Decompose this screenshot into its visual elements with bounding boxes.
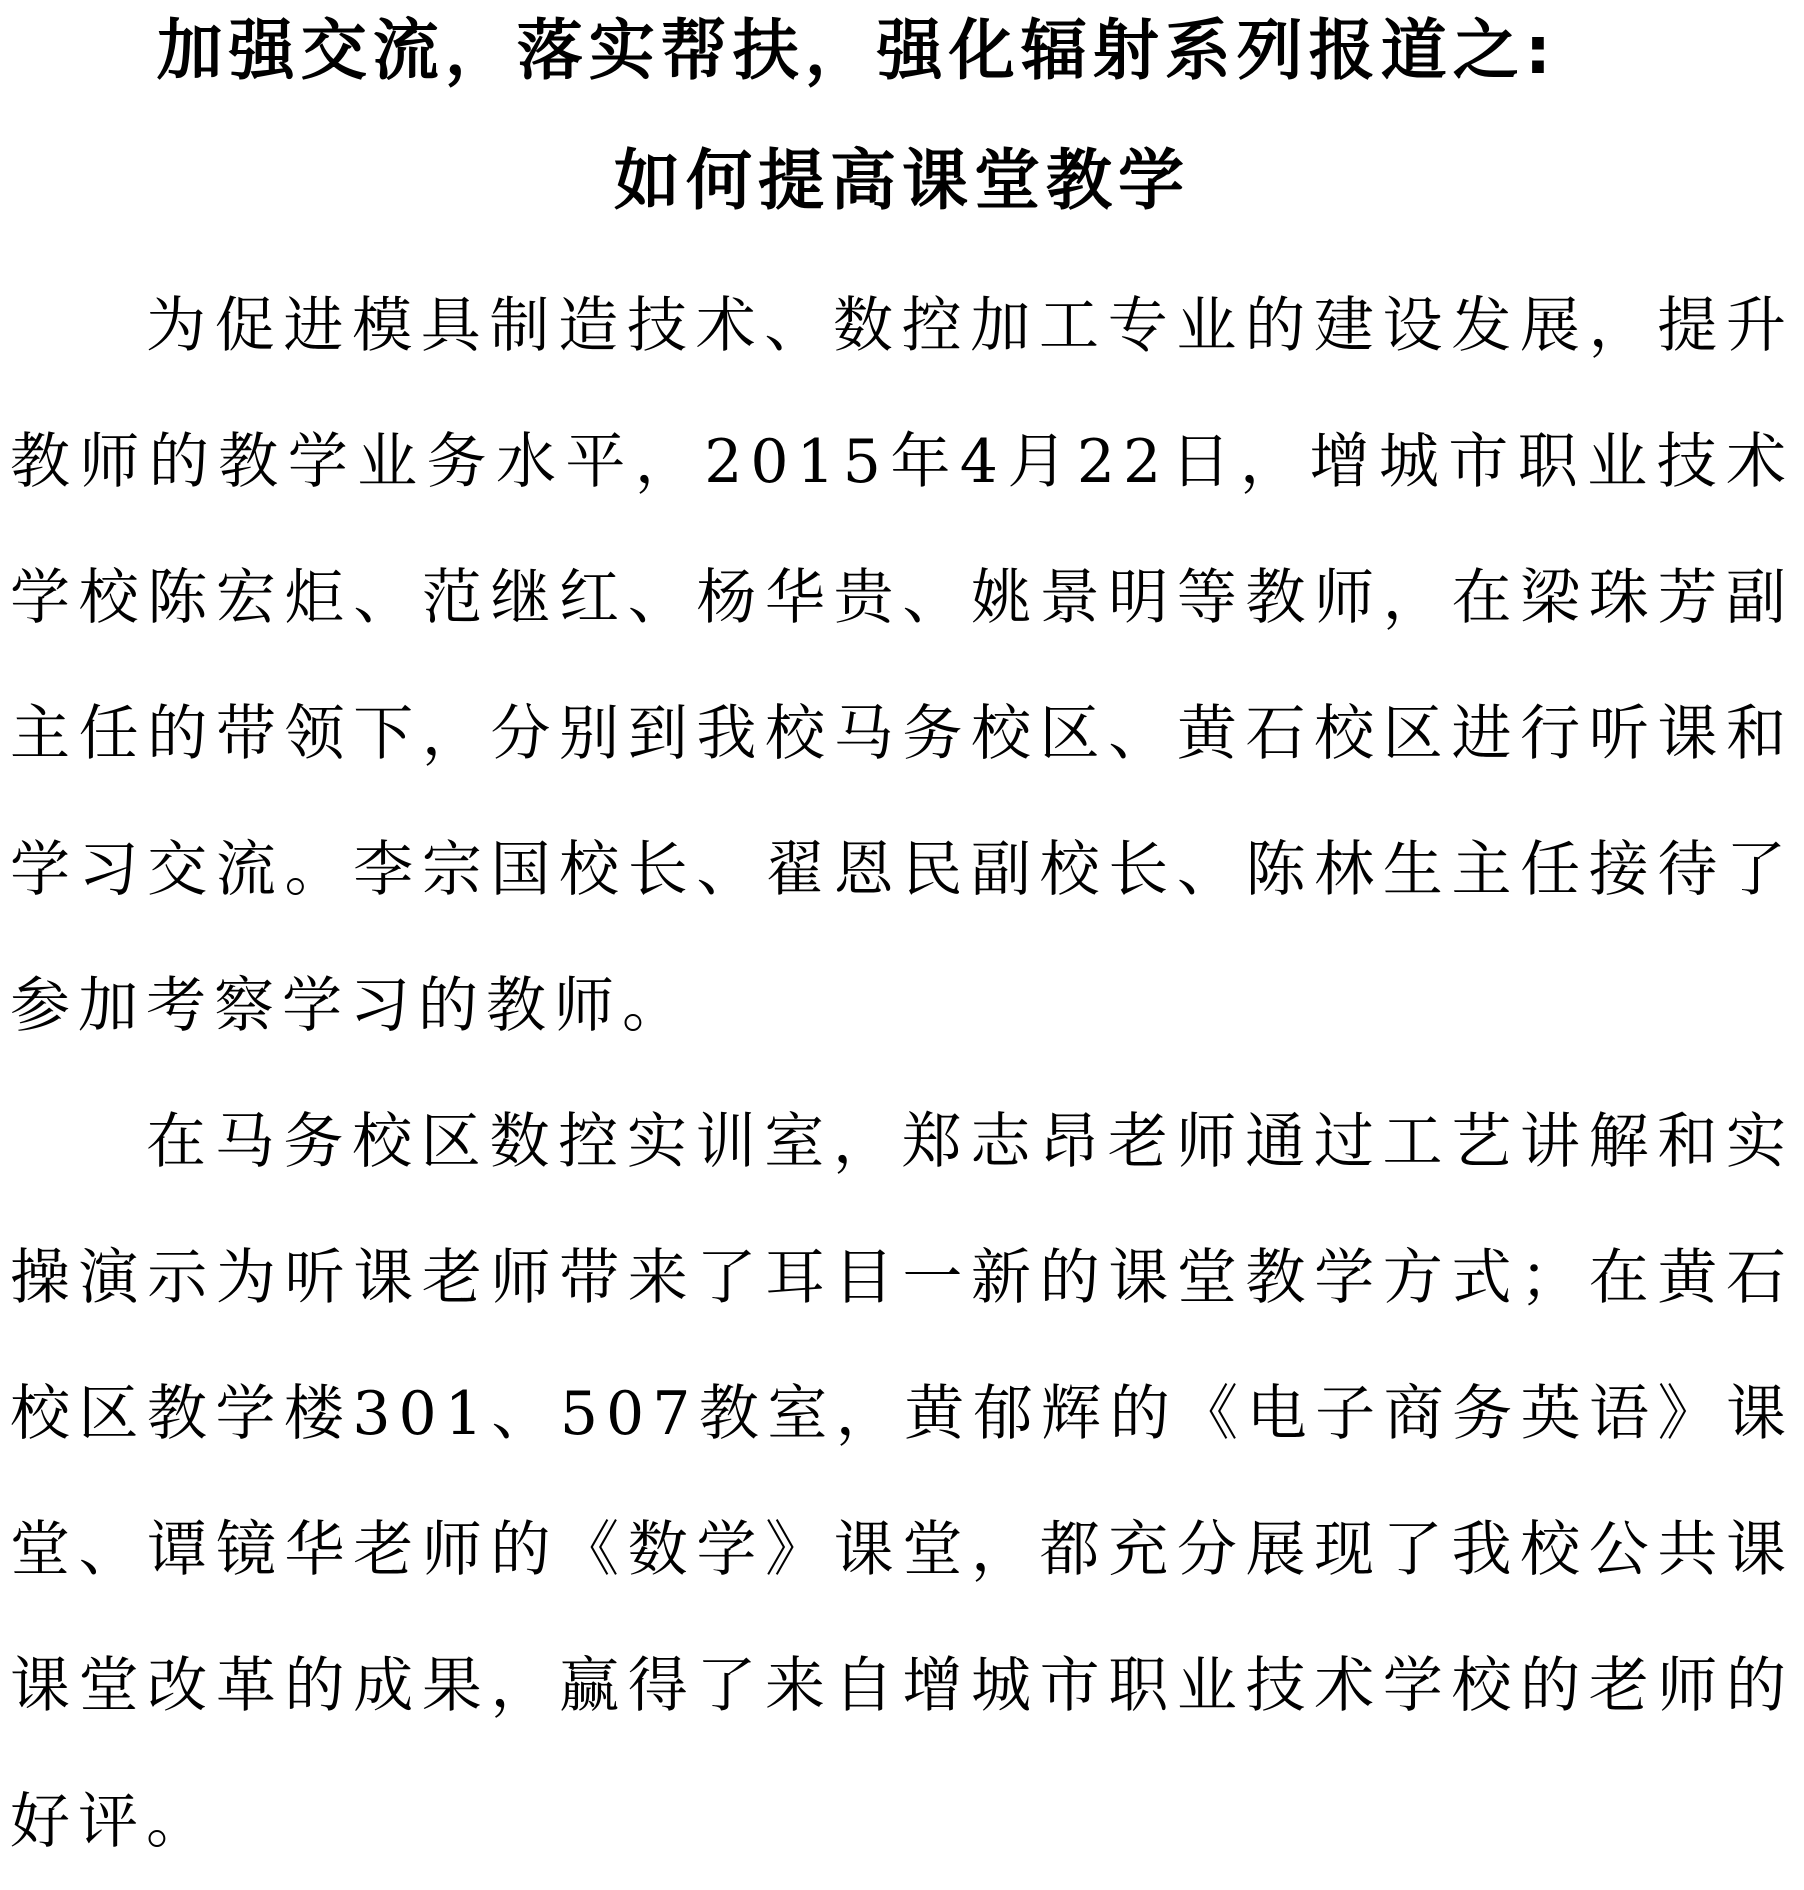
paragraph-1: 为促进模具制造技术、数控加工专业的建设发展，提升教师的教学业务水平，2015年4月22日，增城市职业技术学校陈宏炬、范继红、杨华贵、姚景明等教师，在梁珠芳副主任的带领下，分别到我校马务校区、黄石校区进行听课和学习交流。李宗国校长、翟恩民副校长、陈林生主任接待了参加考察学习的教师。	[10, 291, 1794, 1041]
document-title	[10, 12, 1794, 219]
paragraph-2: 在马务校区数控实训室，郑志昂老师通过工艺讲解和实操演示为听课老师带来了耳目一新的课堂教学方式；在黄石校区教学楼301、507教室，黄郁辉的《电子商务英语》课堂、谭镜华老师的《数学》课堂，都充分展现了我校公共课课堂改革的成果，赢得了来自增城市职业技术学校的老师的好评。	[10, 1107, 1794, 1857]
title-line-2: 如何提高课堂教学	[614, 142, 1190, 219]
title-line-1: 加强交流，落实帮扶，强化辐射系列报道之:	[156, 12, 1558, 89]
document-body	[10, 258, 1794, 1890]
